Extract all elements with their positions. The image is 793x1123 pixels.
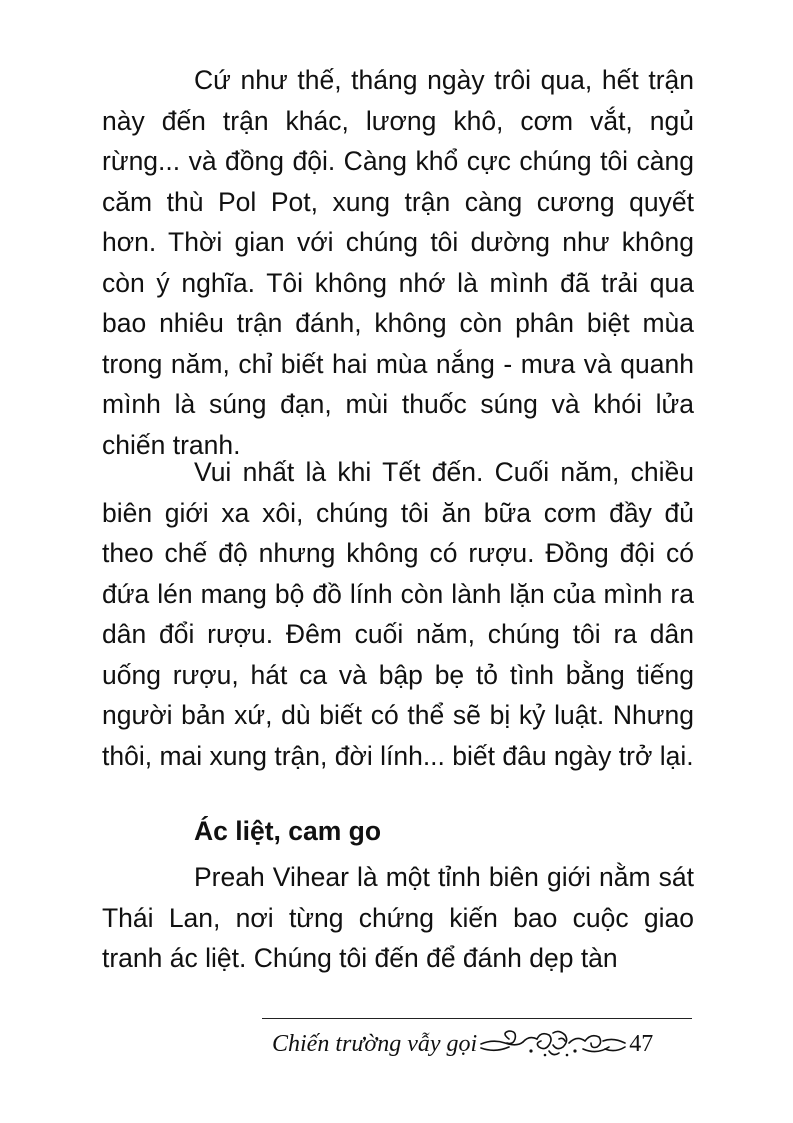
section-heading: Ác liệt, cam go	[194, 816, 382, 846]
page-footer	[272, 1024, 653, 1064]
paragraph-3: Preah Vihear là một tỉnh biên giới nằm sát Thái Lan, nơi từng chứng kiến bao cuộc giao tranh ác liệt. Chúng tôi đến để đánh dẹp tàn	[102, 862, 694, 973]
paragraph-2: Vui nhất là khi Tết đến. Cuối năm, chiều biên giới xa xôi, chúng tôi ăn bữa cơm đầy đủ theo chế độ nhưng không có rượu. Đồng đội có đứa lén mang bộ đồ lính còn lành lặn của mình ra dân đổi rượu. Đêm cuối năm, chúng tôi ra dân uống rượu, hát ca và bập bẹ tỏ tình bằng tiếng người bản xứ, dù biết có thể sẽ bị kỷ luật. Nhưng thôi, mai xung trận, đời lính... biết đâu ngày trở lại.	[102, 457, 694, 771]
decorative-flourish-icon	[479, 1027, 627, 1061]
body-text-block-3	[102, 857, 694, 979]
footer-rule	[262, 1018, 692, 1019]
page-number: 47	[629, 1030, 654, 1057]
running-title: Chiến trường vẫy gọi	[272, 1030, 478, 1057]
body-text-block-2	[102, 452, 694, 776]
paragraph-1: Cứ như thế, tháng ngày trôi qua, hết trận này đến trận khác, lương khô, cơm vắt, ngủ rừng... và đồng đội. Càng khổ cực chúng tôi càng căm thù Pol Pot, xung trận càng cương quyết hơn. Thời gian với chúng tôi dường như không còn ý nghĩa. Tôi không nhớ là mình đã trải qua bao nhiêu trận đánh, không còn phân biệt mùa trong năm, chỉ biết hai mùa nắng - mưa và quanh mình là súng đạn, mùi thuốc súng và khói lửa chiến tranh.	[102, 65, 694, 460]
body-text-block-1	[102, 60, 694, 465]
